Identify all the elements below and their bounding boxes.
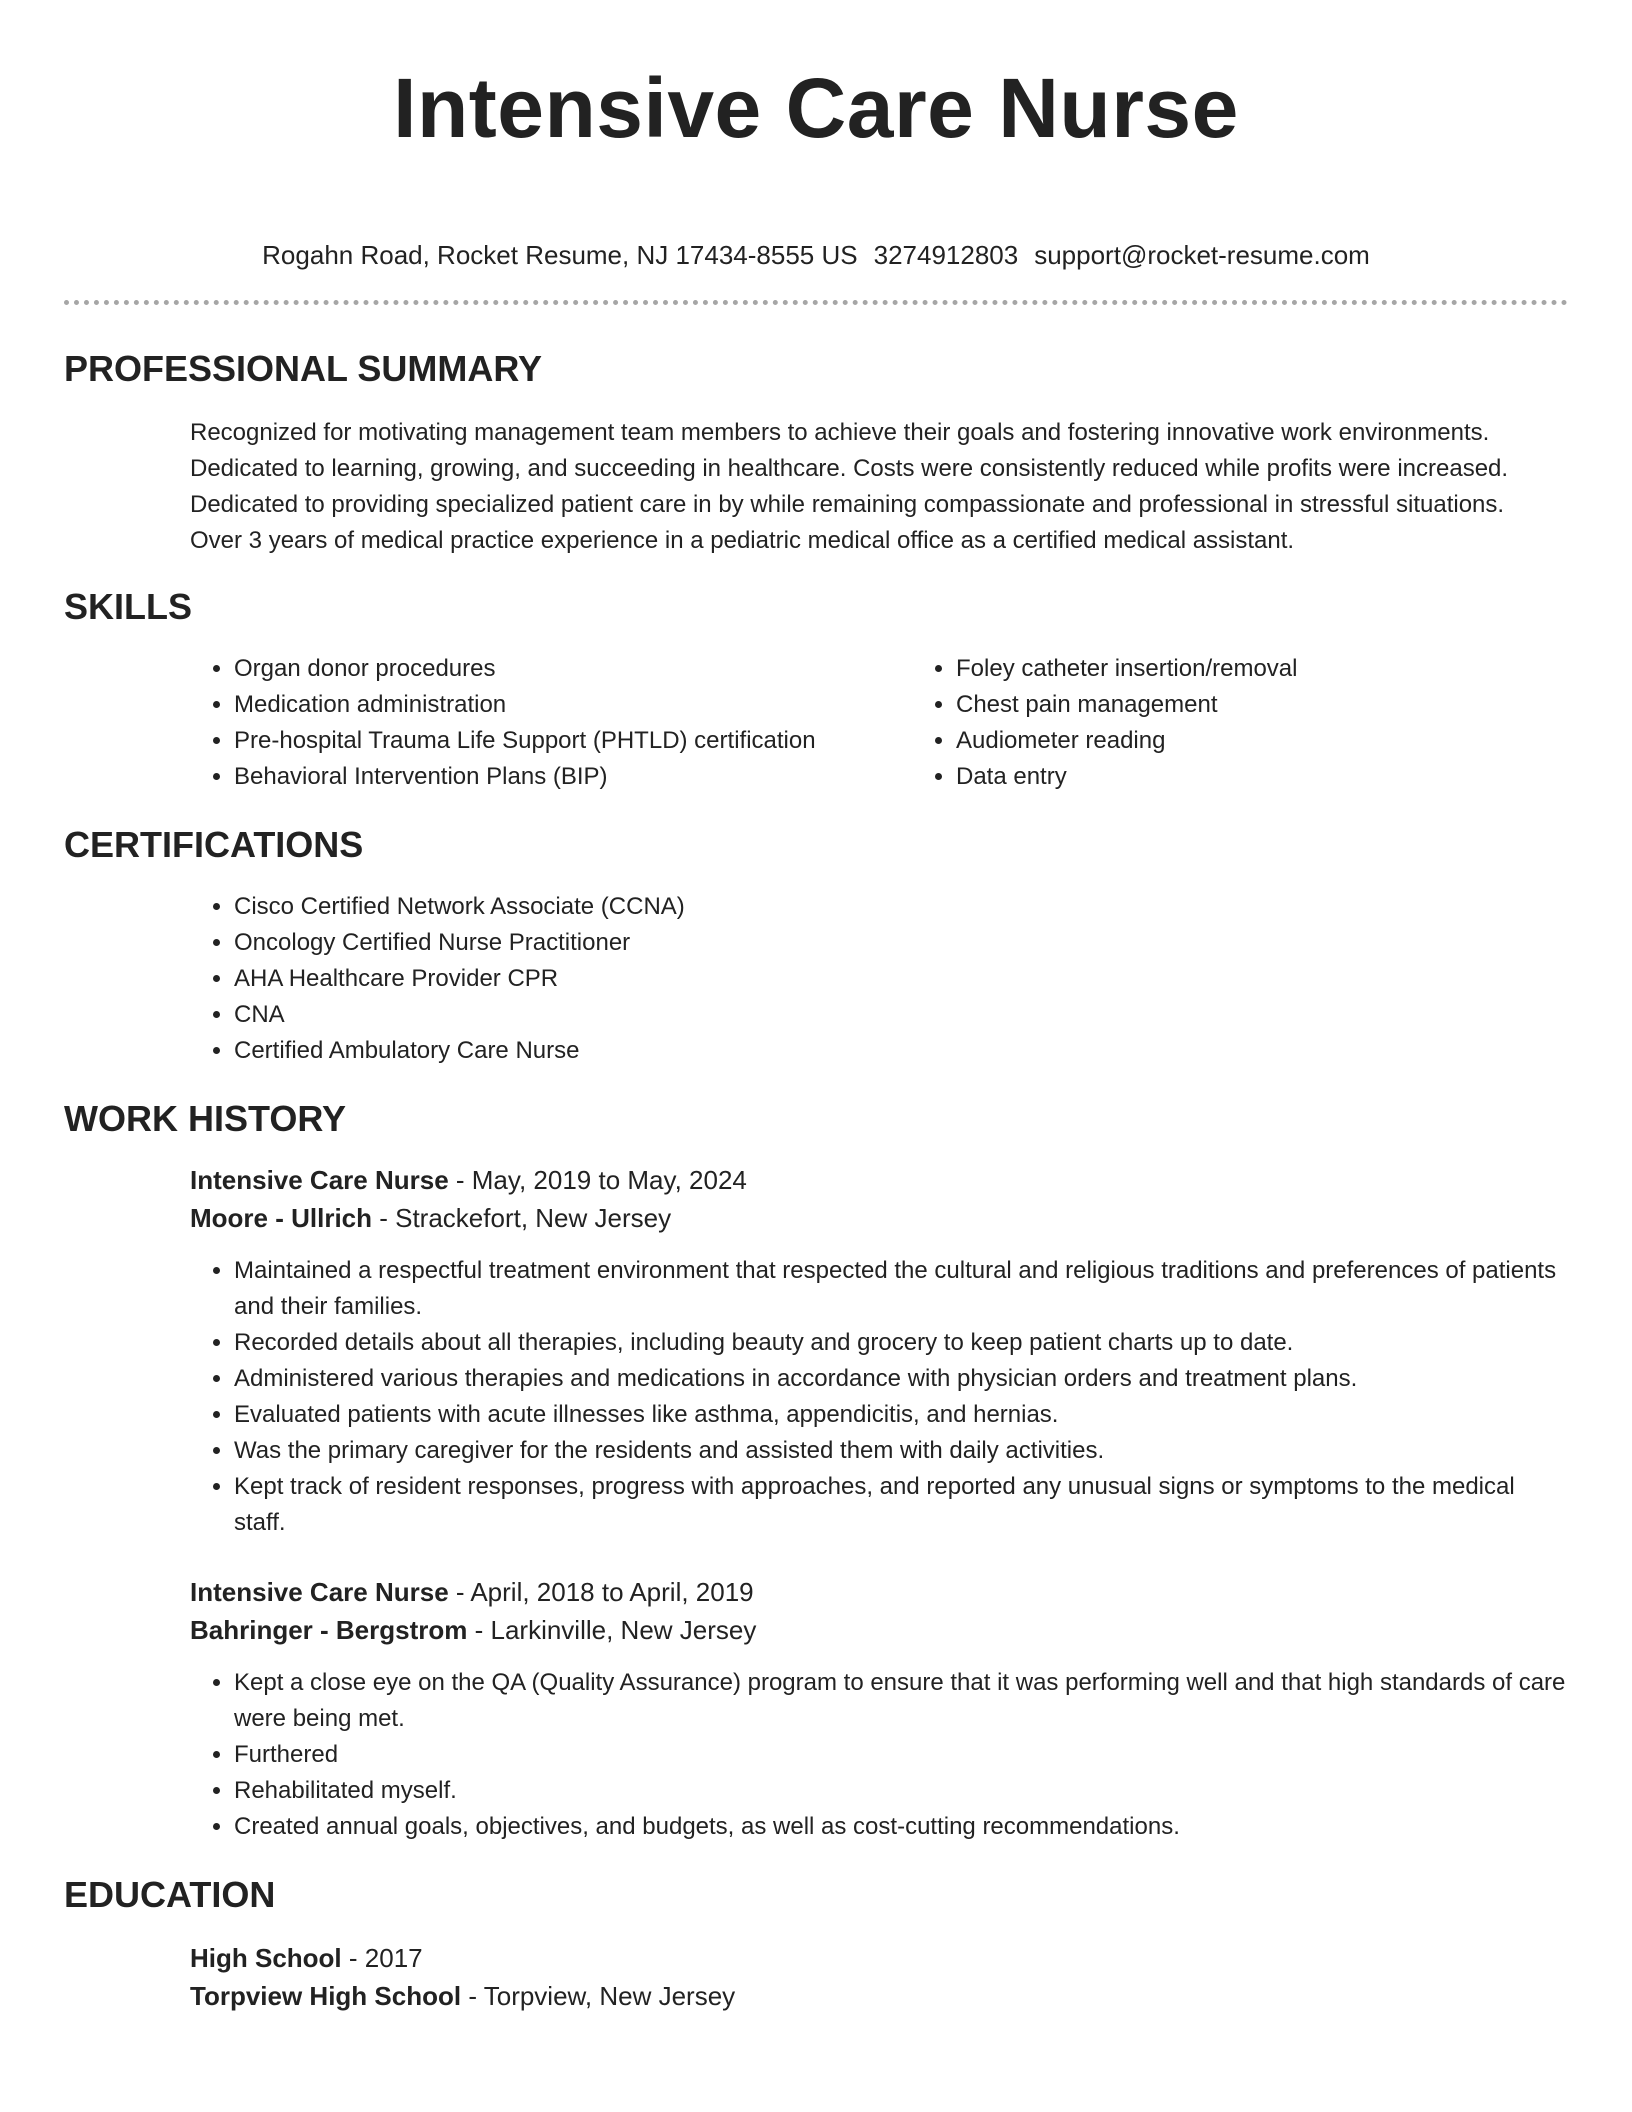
job-bullet: • Rehabilitated myself. [234,1773,1568,1809]
job-bullet: • Recorded details about all therapies, including beauty and grocery to keep patient charts up to date. [234,1325,1568,1361]
certification-item: • CNA [234,997,1568,1033]
skill-item: • Medication administration [234,687,912,723]
job-company-line [190,1611,1568,1649]
job-bullet: • Kept a close eye on the QA (Quality Assurance) program to ensure that it was performing well and that high standards of care were being met. [234,1665,1568,1737]
job-title: Intensive Care Nurse [190,1165,449,1195]
job-bullet: • Created annual goals, objectives, and budgets, as well as cost-cutting recommendations. [234,1809,1568,1845]
education-location: - Torpview, New Jersey [461,1981,736,2011]
skill-item: • Data entry [956,759,1568,795]
job-company-line [190,1199,1568,1237]
summary-line: Dedicated to providing specialized patient care in by while remaining compassionate and professional in stressful situations. [190,491,1505,518]
job-bullet: • Evaluated patients with acute illnesses like asthma, appendicitis, and hernias. [234,1397,1568,1433]
certification-item: • Cisco Certified Network Associate (CCNA) [234,889,1568,925]
job-dates: - April, 2018 to April, 2019 [448,1577,754,1607]
skill-item: • Audiometer reading [956,723,1568,759]
job-bullet: • Kept track of resident responses, progress with approaches, and reported any unusual signs or symptoms to the medical staff. [234,1469,1568,1541]
job-bullet: • Administered various therapies and medications in accordance with physician orders and treatment plans. [234,1361,1568,1397]
job-bullets [190,1665,1568,1845]
contact-address: Rogahn Road, Rocket Resume, NJ 17434-8555 US [262,240,858,270]
section-title-certifications: CERTIFICATIONS [64,824,364,865]
skills-list [190,651,1568,795]
skills-column-left [190,651,912,795]
certifications-list [190,889,1568,1069]
job-bullets [190,1253,1568,1541]
summary-line: Over 3 years of medical practice experience in a pediatric medical office as a certified medical assistant. [190,527,1295,554]
job-bullet: • Maintained a respectful treatment environment that respected the cultural and religious traditions and preferences of patients and their families. [234,1253,1568,1325]
summary-line: Recognized for motivating management team members to achieve their goals and fostering innovative work environments. [190,419,1490,446]
skill-item: • Organ donor procedures [234,651,912,687]
education-degree-line [190,1939,1568,1977]
summary-text [190,415,1568,559]
skill-item: • Pre-hospital Trauma Life Support (PHTLD) certification [234,723,912,759]
skill-item: • Foley catheter insertion/removal [956,651,1568,687]
education-degree: High School [190,1943,342,1973]
certification-item: • AHA Healthcare Provider CPR [234,961,1568,997]
summary-line: Dedicated to learning, growing, and succeeding in healthcare. Costs were consistently reduced while profits were increased. [190,455,1509,482]
job-bullet: • Furthered [234,1737,1568,1773]
job-location: - Larkinville, New Jersey [467,1615,757,1645]
skill-item: • Chest pain management [956,687,1568,723]
education-school-line [190,1977,1568,2015]
contact-line [64,238,1568,272]
job-company: Moore - Ullrich [190,1203,373,1233]
header-divider [64,300,1568,305]
section-title-summary: PROFESSIONAL SUMMARY [64,348,543,389]
job-title-line [190,1573,1568,1611]
education-school: Torpview High School [190,1981,462,2011]
job-bullet: • Was the primary caregiver for the residents and assisted them with daily activities. [234,1433,1568,1469]
section-title-education: EDUCATION [64,1874,276,1915]
job-entry [190,1161,1568,1541]
section-title-skills: SKILLS [64,586,193,627]
job-title-line [190,1161,1568,1199]
education-entry [190,1939,1568,2015]
job-company: Bahringer - Bergstrom [190,1615,468,1645]
certification-item: • Certified Ambulatory Care Nurse [234,1033,1568,1069]
skill-item: • Behavioral Intervention Plans (BIP) [234,759,912,795]
contact-phone: 3274912803 [873,240,1019,270]
section-title-work-history: WORK HISTORY [64,1098,347,1139]
job-location: - Strackefort, New Jersey [372,1203,672,1233]
job-title: Intensive Care Nurse [190,1577,449,1607]
resume-title: Intensive Care Nurse [393,61,1239,155]
education-year: - 2017 [341,1943,423,1973]
job-dates: - May, 2019 to May, 2024 [448,1165,747,1195]
skills-column-right [912,651,1568,795]
certification-item: • Oncology Certified Nurse Practitioner [234,925,1568,961]
contact-email: support@rocket-resume.com [1034,240,1370,270]
job-entry [190,1573,1568,1845]
